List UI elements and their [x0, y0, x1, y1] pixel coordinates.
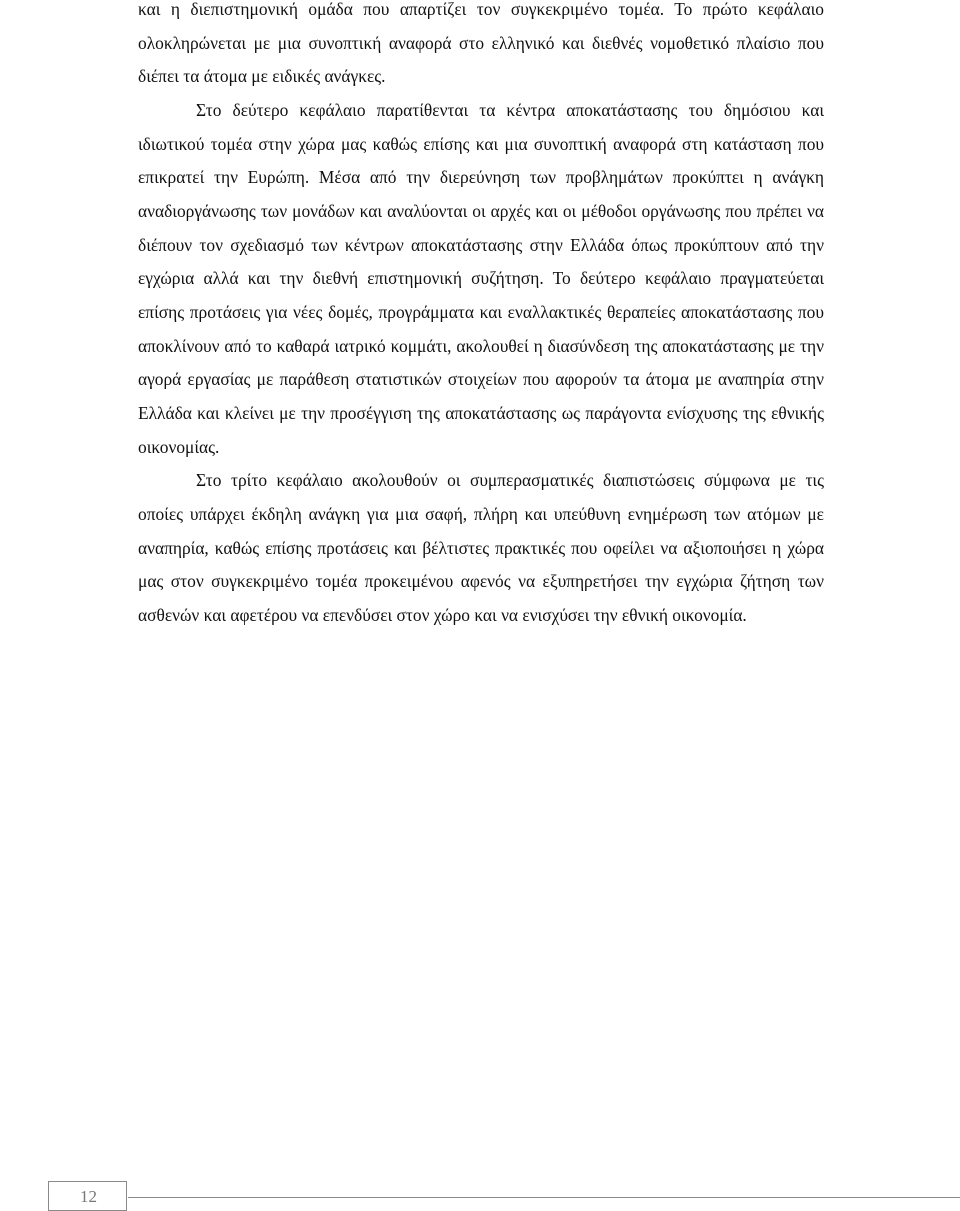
footer-rule	[128, 1197, 960, 1198]
paragraph-second-chapter: Στο δεύτερο κεφάλαιο παρατίθενται τα κέντρα αποκατάστασης του δημόσιου και ιδιωτικού τομέα στην χώρα μας καθώς επίσης και μια συνοπτική αναφορά στη κατάσταση που επικρατεί την Ευρώπη. Μέσα από την διερεύνηση των προβλημάτων προκύπτει η ανάγκη αναδιοργάνωσης των μονάδων και αναλύονται οι αρχές και οι μέθοδοι οργάνωσης που πρέπει να διέπουν τον σχεδιασμό των κέντρων αποκατάστασης στην Ελλάδα όπως προκύπτουν από την εγχώρια αλλά και την διεθνή επιστημονική συζήτηση. Το δεύτερο κεφάλαιο πραγματεύεται επίσης προτάσεις για νέες δομές, προγράμματα και εναλλακτικές θεραπείες αποκατάστασης που αποκλίνουν από το καθαρά ιατρικό κομμάτι, ακολουθεί η διασύνδεση της αποκατάστασης με την αγορά εργασίας με παράθεση στατιστικών στοιχείων που αφορούν τα άτομα με αναπηρία στην Ελλάδα και κλείνει με την προσέγγιση της αποκατάστασης ως παράγοντα ενίσχυσης της εθνικής οικονομίας.	[138, 99, 824, 457]
paragraph-continuation: και η διεπιστημονική ομάδα που απαρτίζει τον συγκεκριμένο τομέα. Το πρώτο κεφάλαιο ολοκληρώνεται με μια συνοπτική αναφορά στο ελληνικό και διεθνές νομοθετικό πλαίσιο που διέπει τα άτομα με ειδικές ανάγκες.	[138, 0, 824, 87]
body-text	[138, 0, 824, 632]
page-number-box	[48, 1181, 127, 1211]
page-number: 12	[80, 1187, 97, 1206]
paragraph-third-chapter: Στο τρίτο κεφάλαιο ακολουθούν οι συμπερασματικές διαπιστώσεις σύμφωνα με τις οποίες υπάρχει έκδηλη ανάγκη για μια σαφή, πλήρη και υπεύθυνη ενημέρωση των ατόμων με αναπηρία, καθώς επίσης προτάσεις και βέλτιστες πρακτικές που οφείλει να αξιοποιήσει η χώρα μας στον συγκεκριμένο τομέα προκειμένου αφενός να εξυπηρετήσει την εγχώρια ζήτηση των ασθενών και αφετέρου να επενδύσει στον χώρο και να ενισχύσει την εθνική οικονομία.	[138, 470, 824, 625]
